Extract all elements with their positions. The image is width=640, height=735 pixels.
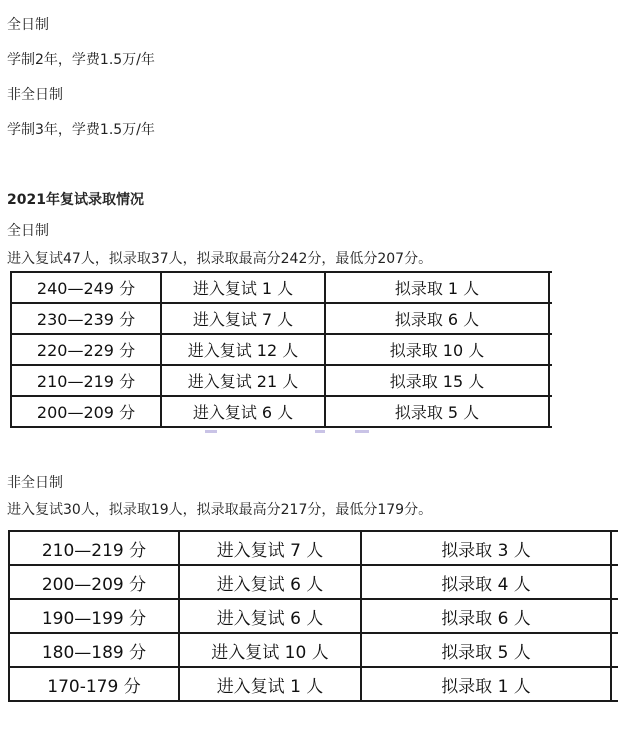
parttime-score-table — [8, 530, 618, 702]
score-range-cell: 190—199 分 — [9, 599, 179, 633]
score-range-cell: 200—209 分 — [11, 396, 161, 427]
admit-count-cell: 拟录取 5 人 — [325, 396, 549, 427]
scan-artifact — [315, 430, 325, 433]
admit-count-cell: 拟录取 1 人 — [325, 272, 549, 303]
admit-count-cell: 拟录取 6 人 — [361, 599, 611, 633]
table-edge-cell — [549, 272, 552, 303]
table-row — [11, 365, 552, 396]
table-edge-cell — [611, 633, 618, 667]
table-edge-cell — [549, 303, 552, 334]
fulltime-score-table — [10, 271, 552, 428]
interview-count-cell: 进入复试 1 人 — [161, 272, 325, 303]
score-range-cell: 230—239 分 — [11, 303, 161, 334]
interview-count-cell: 进入复试 7 人 — [179, 531, 361, 565]
table-edge-cell — [549, 334, 552, 365]
table-edge-cell — [549, 365, 552, 396]
parttime-label: 非全日制 — [7, 475, 63, 491]
interview-count-cell: 进入复试 6 人 — [179, 599, 361, 633]
score-range-cell: 220—229 分 — [11, 334, 161, 365]
table-edge-cell — [549, 396, 552, 427]
interview-count-cell: 进入复试 6 人 — [179, 565, 361, 599]
parttime-summary: 进入复试30人，拟录取19人，拟录取最高分217分，最低分179分。 — [7, 502, 433, 518]
table-edge-cell — [611, 667, 618, 701]
score-range-cell: 200—209 分 — [9, 565, 179, 599]
interview-count-cell: 进入复试 10 人 — [179, 633, 361, 667]
interview-count-cell: 进入复试 21 人 — [161, 365, 325, 396]
table-row — [9, 667, 618, 701]
fulltime-score-table-image — [0, 269, 552, 434]
score-range-cell: 180—189 分 — [9, 633, 179, 667]
table-edge-cell — [611, 531, 618, 565]
scan-artifact — [205, 430, 217, 433]
score-range-cell: 210—219 分 — [9, 531, 179, 565]
admit-count-cell: 拟录取 4 人 — [361, 565, 611, 599]
admit-count-cell: 拟录取 1 人 — [361, 667, 611, 701]
intro-fulltime-detail: 学制2年，学费1.5万/年 — [7, 52, 155, 68]
score-range-cell: 240—249 分 — [11, 272, 161, 303]
table-edge-cell — [611, 565, 618, 599]
table-row — [9, 599, 618, 633]
admit-count-cell: 拟录取 15 人 — [325, 365, 549, 396]
admit-count-cell: 拟录取 3 人 — [361, 531, 611, 565]
table-row — [11, 334, 552, 365]
table-row — [9, 531, 618, 565]
scan-artifact — [355, 430, 369, 433]
table-row — [11, 272, 552, 303]
table-row — [11, 303, 552, 334]
intro-parttime-label: 非全日制 — [7, 87, 63, 103]
interview-count-cell: 进入复试 1 人 — [179, 667, 361, 701]
admit-count-cell: 拟录取 5 人 — [361, 633, 611, 667]
admit-count-cell: 拟录取 6 人 — [325, 303, 549, 334]
interview-count-cell: 进入复试 6 人 — [161, 396, 325, 427]
table-row — [9, 633, 618, 667]
fulltime-label: 全日制 — [7, 223, 49, 239]
admit-count-cell: 拟录取 10 人 — [325, 334, 549, 365]
score-range-cell: 170-179 分 — [9, 667, 179, 701]
section-heading: 2021年复试录取情况 — [7, 192, 144, 208]
score-range-cell: 210—219 分 — [11, 365, 161, 396]
parttime-score-table-image — [0, 530, 618, 720]
interview-count-cell: 进入复试 7 人 — [161, 303, 325, 334]
table-edge-cell — [611, 599, 618, 633]
intro-parttime-detail: 学制3年，学费1.5万/年 — [7, 122, 155, 138]
intro-fulltime-label: 全日制 — [7, 17, 49, 33]
fulltime-summary: 进入复试47人，拟录取37人，拟录取最高分242分，最低分207分。 — [7, 251, 433, 267]
interview-count-cell: 进入复试 12 人 — [161, 334, 325, 365]
table-row — [11, 396, 552, 427]
table-row — [9, 565, 618, 599]
